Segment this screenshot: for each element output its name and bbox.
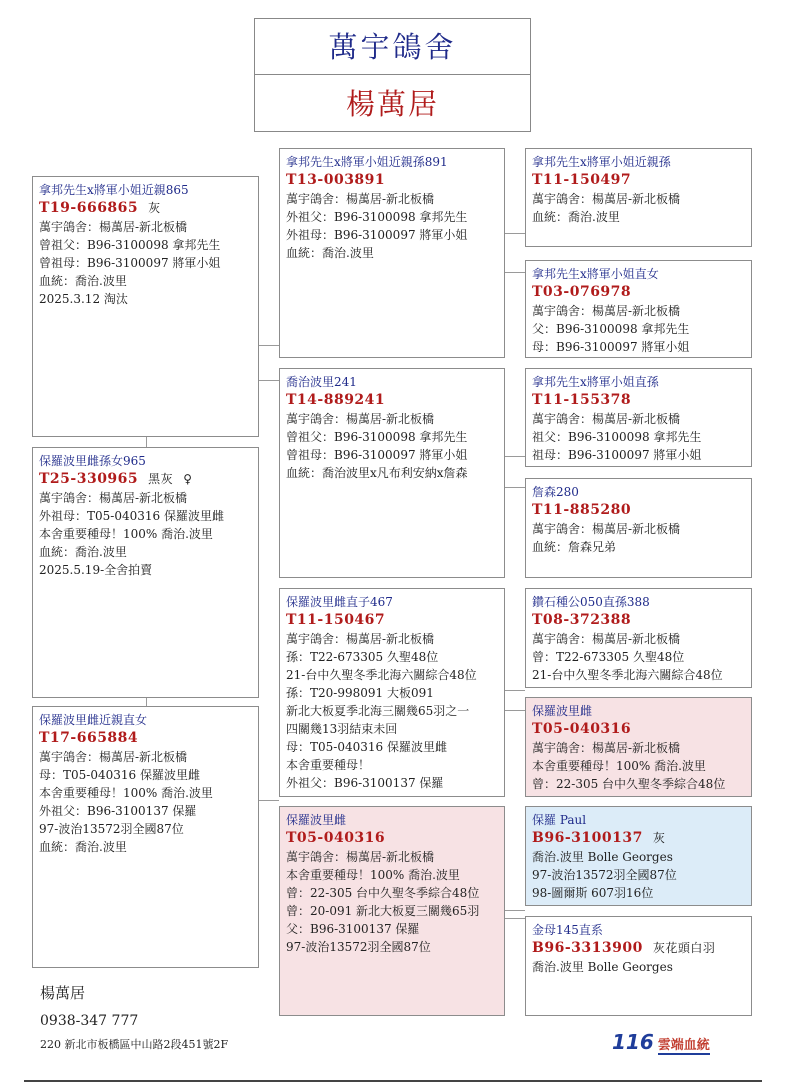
info-line: 外祖父：B96-3100098 拿邦先生 [286,210,468,224]
bird-title: 拿邦先生x將軍小姐直孫 [532,375,659,389]
bird-title: 詹森280 [532,485,579,499]
info-line: 曾：20-091 新北大板夏三關幾65羽 [286,904,480,918]
connector [259,345,279,346]
bird-color: 灰 [652,831,666,845]
connector [505,910,525,911]
info-line: 97-波治13572羽全國87位 [286,940,431,954]
bird-title: 拿邦先生x將軍小姐近親孫 [532,155,671,169]
pedigree-card-g3 [525,697,752,797]
pedigree-card-g3 [525,806,752,906]
connector [505,487,525,488]
info-line: 本舍重要種母！ [286,758,371,772]
info-line: 萬宇鴿舍：楊萬居-新北板橋 [532,192,681,206]
info-line: 21-台中久聖冬季北海六關綜合48位 [286,668,477,682]
ring-number [39,199,252,218]
logo-text: 雲端血統 [658,1034,710,1055]
info-line: 萬宇鴿舍：楊萬居-新北板橋 [286,850,435,864]
sex-icon: ♀ [183,472,193,486]
info-line: 97-波治13572羽全國87位 [39,822,184,836]
info-line: 萬宇鴿舍：楊萬居-新北板橋 [532,741,681,755]
bird-title: 保羅波里雌近親直女 [39,713,148,727]
info-line: 本舍重要種母！100% 喬治.波里 [286,868,460,882]
pedigree-card-g3 [525,148,752,247]
ring-number: T05-040316 [286,830,386,846]
info-line: 2025.3.12 淘汰 [39,292,128,306]
pedigree-card-g2 [279,806,505,1016]
pedigree-card-g2 [279,148,505,358]
info-line: 喬治.波里 Bolle Georges [532,960,673,974]
ring-number [532,939,745,958]
info-line: 血統：詹森兄弟 [532,540,617,554]
info-line: 曾祖母：B96-3100097 將軍小姐 [286,448,468,462]
info-line: 曾祖父：B96-3100098 拿邦先生 [286,430,468,444]
info-line: 萬宇鴿舍：楊萬居-新北板橋 [532,522,681,536]
pedigree-card-g3 [525,260,752,358]
owner-contact [40,982,228,1054]
bird-title: 拿邦先生x將軍小姐直女 [532,267,659,281]
contact-name: 楊萬居 [40,984,86,1002]
info-line: 萬宇鴿舍：楊萬居-新北板橋 [286,632,435,646]
info-line: 外祖父：B96-3100137 保羅 [286,776,444,790]
bottom-divider [24,1080,762,1082]
ring-number: T13-003891 [286,172,386,188]
cloud-pedigree-logo [612,1030,710,1055]
info-line: 曾：T22-673305 久聖48位 [532,650,685,664]
info-line: 母：T05-040316 保羅波里雌 [39,768,200,782]
info-line: 血統：喬治.波里 [286,246,374,260]
bird-title: 保羅波里雌直子467 [286,595,393,609]
bird-color: 灰花頭白羽 [652,941,716,955]
info-line: 萬宇鴿舍：楊萬居-新北板橋 [286,192,435,206]
info-line: 四關幾13羽結束未回 [286,722,398,736]
ring-number: T11-150497 [532,172,632,188]
connector [505,710,525,711]
info-line: 外祖母：B96-3100097 將軍小姐 [286,228,468,242]
info-line: 98-圖爾斯 607羽16位 [532,886,654,900]
info-line: 2025.5.19-全舍拍賣 [39,563,153,577]
pedigree-card-g3 [525,916,752,1016]
info-line: 97-波治13572羽全國87位 [532,868,677,882]
info-line: 21-台中久聖冬季北海六關綜合48位 [532,668,723,682]
info-line: 血統：喬治.波里 [39,274,127,288]
info-line: 萬宇鴿舍：楊萬居-新北板橋 [286,412,435,426]
owner-name: 楊萬居 [345,87,439,121]
connector [505,456,525,457]
info-line: 父：B96-3100098 拿邦先生 [532,322,690,336]
connector [505,690,525,691]
info-line: 血統：喬治.波里 [39,545,127,559]
info-line: 本舍重要種母！100% 喬治.波里 [39,786,213,800]
bird-title: 拿邦先生x將軍小姐近親865 [39,183,189,197]
pedigree-card-g2 [279,588,505,797]
ring-number: T14-889241 [286,392,386,408]
ring-number: T11-155378 [532,392,632,408]
contact-address: 220 新北市板橋區中山路2段451號2F [40,1038,229,1051]
info-line: 母：T05-040316 保羅波里雌 [286,740,447,754]
ring-number: T11-885280 [532,502,632,518]
info-line: 萬宇鴿舍：楊萬居-新北板橋 [39,220,188,234]
info-line: 孫：T20-998091 大板091 [286,686,434,700]
bird-title: 保羅波里雌 [286,813,347,827]
info-line: 父：B96-3100137 保羅 [286,922,420,936]
info-line: 曾祖父：B96-3100098 拿邦先生 [39,238,221,252]
ring-number [39,470,252,489]
info-line: 新北大板夏季北海三關幾65羽之一 [286,704,470,718]
bird-title: 保羅 Paul [532,813,587,827]
pedigree-card-sire-branch [32,176,259,437]
bird-title: 拿邦先生x將軍小姐近親孫891 [286,155,448,169]
pedigree-card-g2 [279,368,505,578]
bird-title: 保羅波里雌孫女965 [39,454,146,468]
info-line: 孫：T22-673305 久聖48位 [286,650,439,664]
info-line: 萬宇鴿舍：楊萬居-新北板橋 [39,491,188,505]
info-line: 本舍重要種母！100% 喬治.波里 [532,759,706,773]
info-line: 萬宇鴿舍：楊萬居-新北板橋 [532,304,681,318]
info-line: 血統：喬治.波里 [532,210,620,224]
ring-code: T25-330965 [39,471,139,487]
ring-number [532,829,745,848]
loft-header [254,18,531,132]
pedigree-card-g3 [525,588,752,688]
ring-number: T03-076978 [532,284,632,300]
info-line: 外祖父：B96-3100137 保羅 [39,804,197,818]
info-line: 曾：22-305 台中久聖冬季綜合48位 [286,886,480,900]
pedigree-card-g3 [525,478,752,578]
info-line: 外祖母：T05-040316 保羅波里雌 [39,509,224,523]
info-line: 母：B96-3100097 將軍小姐 [532,340,690,354]
bird-title: 保羅波里雌 [532,704,593,718]
ring-number: T17-665884 [39,730,139,746]
bird-title: 金母145直系 [532,923,603,937]
bird-title: 鑽石種公050直孫388 [532,595,650,609]
info-line: 曾：22-305 台中久聖冬季綜合48位 [532,777,726,791]
logo-number: 116 [612,1030,654,1054]
info-line: 萬宇鴿舍：楊萬居-新北板橋 [39,750,188,764]
info-line: 喬治.波里 Bolle Georges [532,850,673,864]
ring-number: T08-372388 [532,612,632,628]
ring-number: T11-150467 [286,612,386,628]
pedigree-card-g3 [525,368,752,467]
connector [505,918,525,919]
ring-number: T05-040316 [532,721,632,737]
ring-code: B96-3100137 [532,830,643,846]
bird-color: 黑灰 [148,472,174,486]
ring-code: T19-666865 [39,200,139,216]
bird-title: 喬治波里241 [286,375,357,389]
connector [505,233,525,234]
info-line: 萬宇鴿舍：楊萬居-新北板橋 [532,412,681,426]
info-line: 祖父：B96-3100098 拿邦先生 [532,430,702,444]
info-line: 血統：喬治.波里 [39,840,127,854]
info-line: 曾祖母：B96-3100097 將軍小姐 [39,256,221,270]
info-line: 萬宇鴿舍：楊萬居-新北板橋 [532,632,681,646]
contact-phone: 0938-347 777 [40,1013,139,1029]
loft-name: 萬宇鴿舍 [255,19,530,75]
info-line: 本舍重要種母！100% 喬治.波里 [39,527,213,541]
ring-code: B96-3313900 [532,940,643,956]
connector [259,800,279,801]
connector [505,272,525,273]
connector [259,380,279,381]
info-line: 血統：喬治波里x凡布利安納x詹森 [286,466,468,480]
pedigree-card-dam-branch [32,706,259,968]
bird-color: 灰 [148,201,161,215]
pedigree-card-subject [32,447,259,698]
info-line: 祖母：B96-3100097 將軍小姐 [532,448,702,462]
